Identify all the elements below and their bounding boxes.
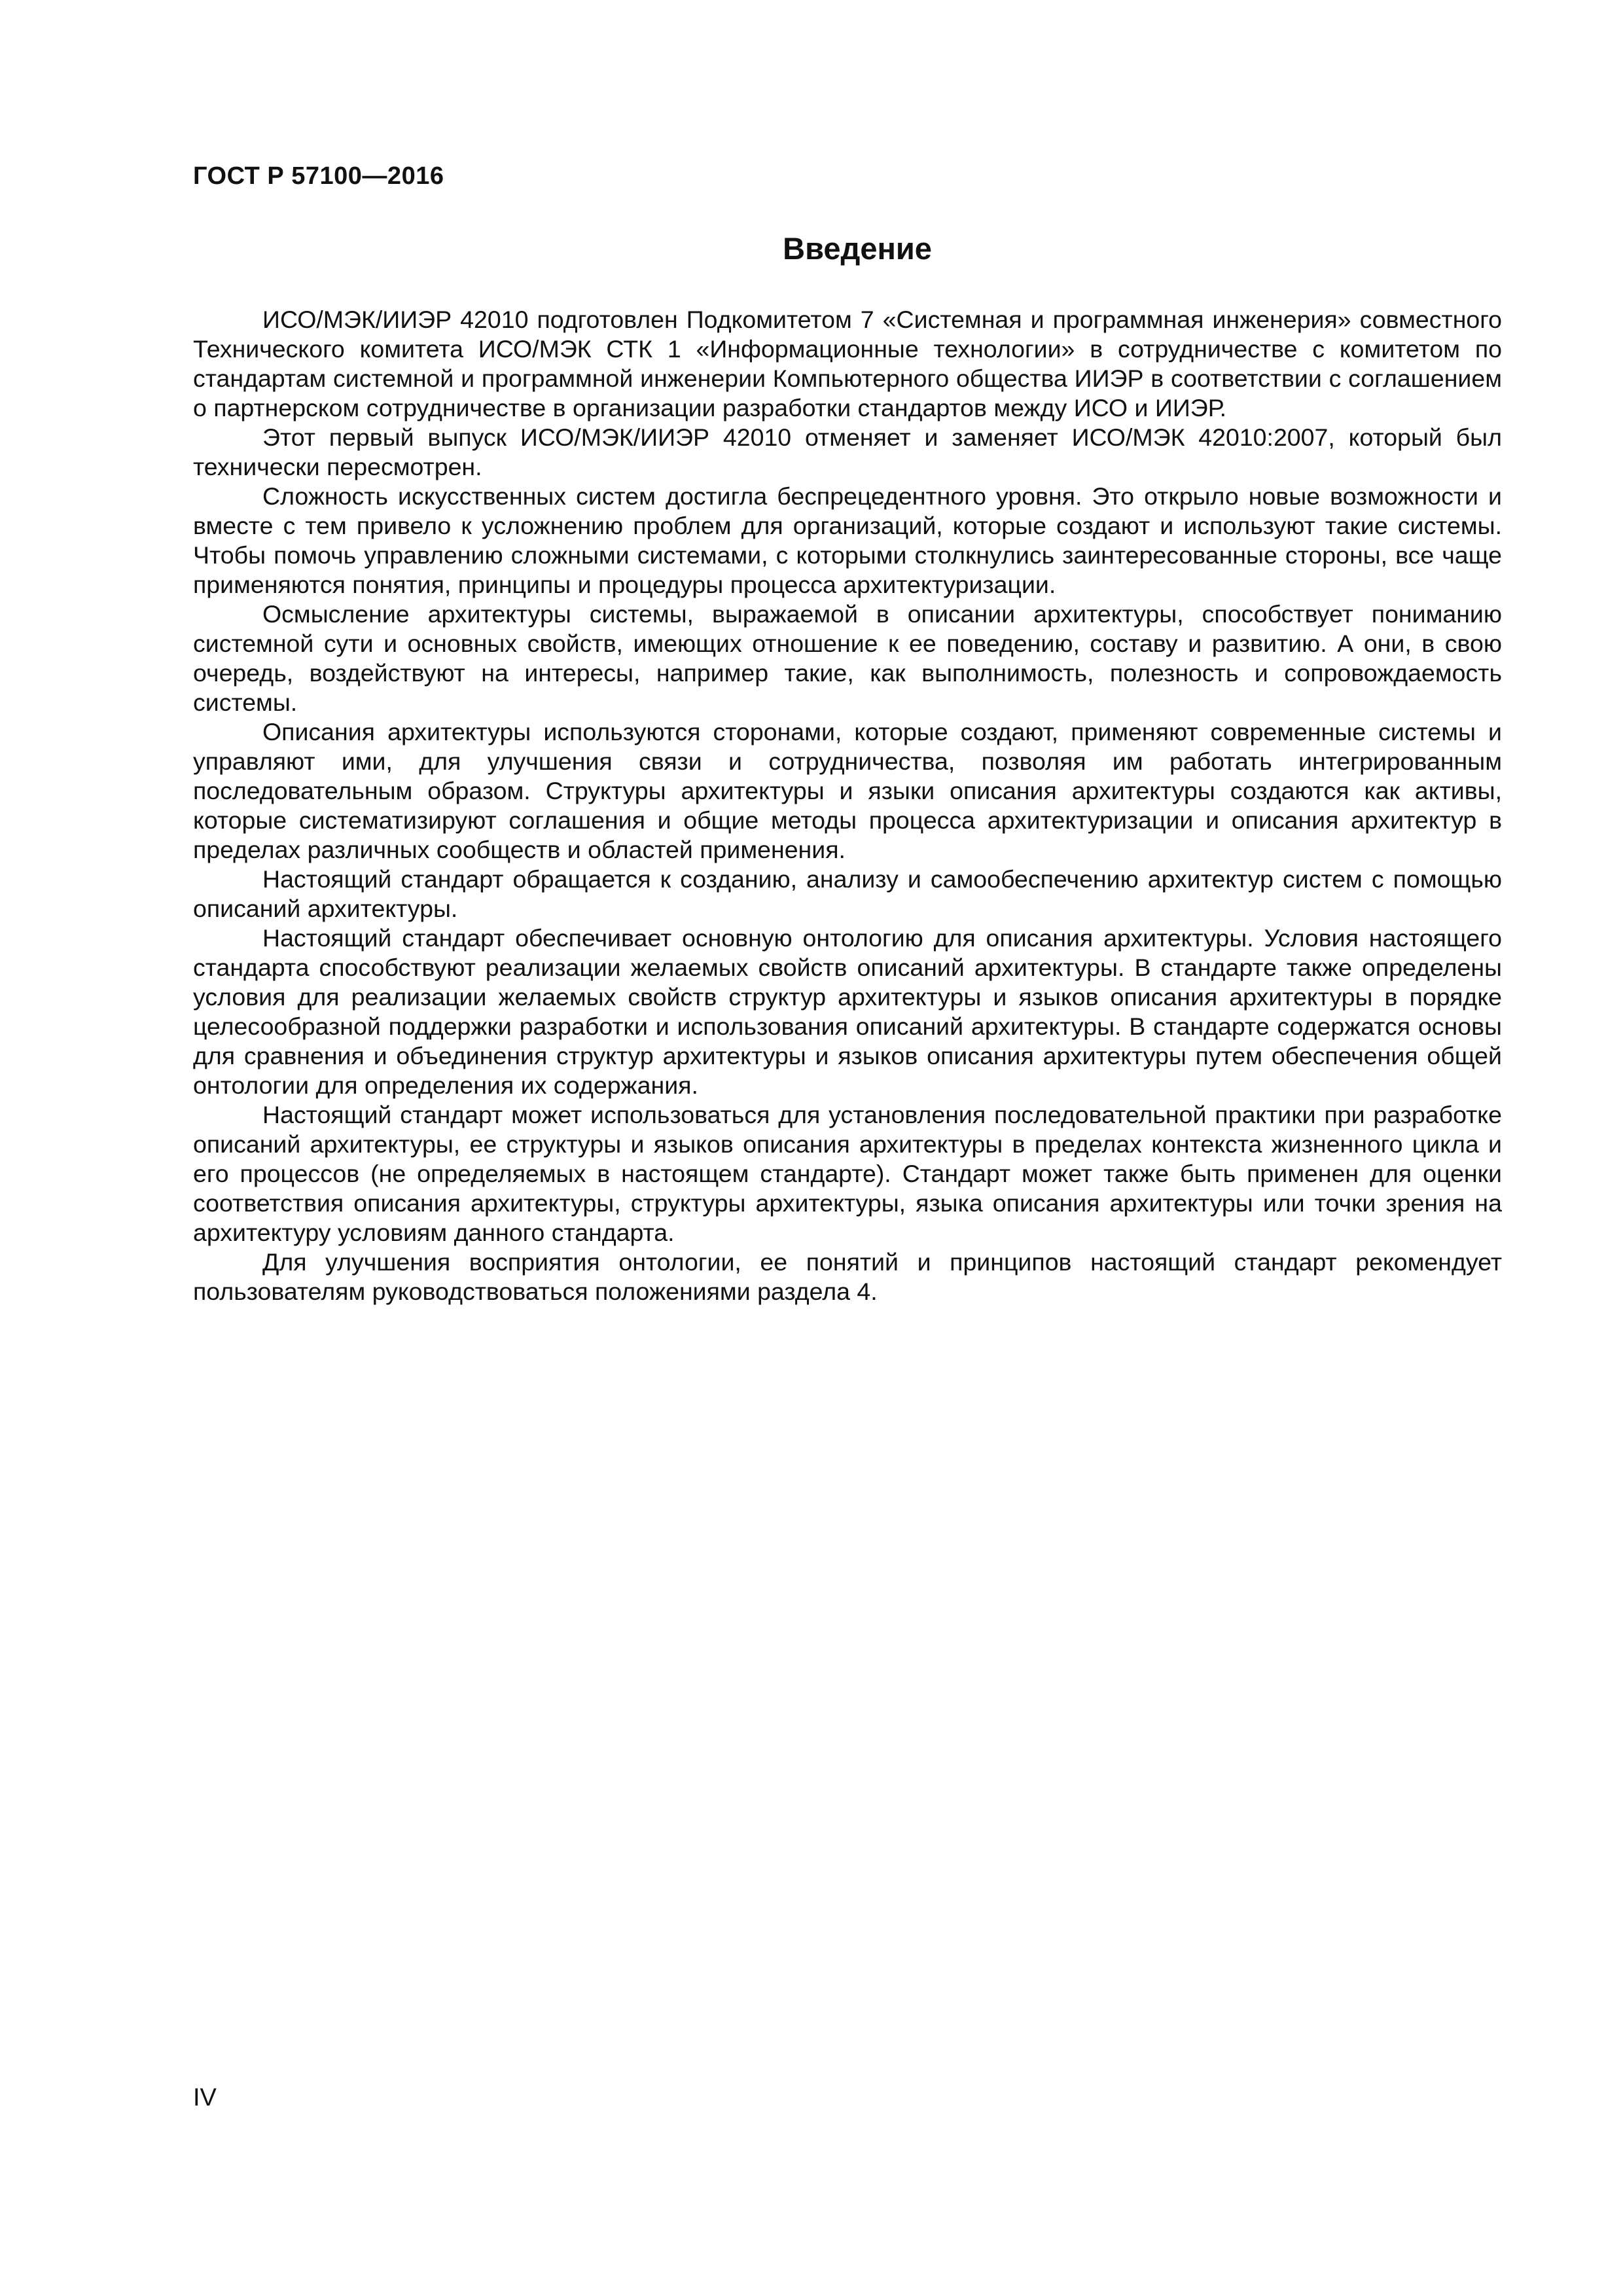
paragraph: Осмысление архитектуры системы, выражаемой в описании архитектуры, способствует пониманию системной сути и основных свойств, имеющих отношение к ее поведению, составу и развитию. А они, в свою очередь, воздействуют на интересы, например такие, как выполнимость, полезность и сопровождаемость системы. bbox=[193, 600, 1502, 716]
paragraph: Для улучшения восприятия онтологии, ее понятий и принципов настоящий стандарт рекомендует пользователям руководствоваться положениями раздела 4. bbox=[193, 1248, 1502, 1305]
paragraph: Описания архитектуры используются сторонами, которые создают, применяют современные системы и управляют ими, для улучшения связи и сотрудничества, позволяя им работать интегрированным последовательным образом. Структуры архитектуры и языки описания архитектуры создаются как активы, которые систематизируют соглашения и общие методы процесса архитектуризации и описания архитектур в пределах различных сообществ и областей применения. bbox=[193, 718, 1502, 863]
paragraph: Этот первый выпуск ИСО/МЭК/ИИЭР 42010 отменяет и заменяет ИСО/МЭК 42010:2007, который был технически пересмотрен. bbox=[193, 423, 1502, 480]
page-number: IV bbox=[193, 2084, 217, 2111]
paragraph: Сложность искусственных систем достигла беспрецедентного уровня. Это открыло новые возможности и вместе с тем привело к усложнению проблем для организаций, которые создают и используют такие системы. Чтобы помочь управлению сложными системами, с которыми столкнулись заинтересованные стороны, все чаще применяются понятия, принципы и процедуры процесса архитектуризации. bbox=[193, 482, 1502, 598]
paragraph: Настоящий стандарт обеспечивает основную онтологию для описания архитектуры. Условия настоящего стандарта способствуют реализации желаемых свойств описаний архитектуры. В стандарте также определены условия для реализации желаемых свойств структур архитектуры и языков описания архитектуры в порядке целесообразной поддержки разработки и использования описаний архитектуры. В стандарте содержатся основы для сравнения и объединения структур архитектуры и языков описания архитектуры путем обеспечения общей онтологии для определения их содержания. bbox=[193, 924, 1502, 1099]
paragraph: Настоящий стандарт может использоваться для установления последовательной практики при разработке описаний архитектуры, ее структуры и языков описания архитектуры в пределах контекста жизненного цикла и его процессов (не определяемых в настоящем стандарте). Стандарт может также быть применен для оценки соответствия описания архитектуры, структуры архитектуры, языка описания архитектуры или точки зрения на архитектуру условиям данного стандарта. bbox=[193, 1101, 1502, 1246]
document-header: ГОСТ Р 57100—2016 bbox=[193, 162, 444, 190]
section-title: Введение bbox=[783, 231, 932, 266]
body-text bbox=[193, 305, 1502, 1306]
paragraph: Настоящий стандарт обращается к созданию, анализу и самообеспечению архитектур систем с помощью описаний архитектуры. bbox=[193, 865, 1502, 922]
paragraph: ИСО/МЭК/ИИЭР 42010 подготовлен Подкомитетом 7 «Системная и программная инженерия» совместного Технического комитета ИСО/МЭК СТК 1 «Информационные технологии» в сотрудничестве с комитетом по стандартам системной и программной инженерии Компьютерного общества ИИЭР в соответствии с соглашением о партнерском сотрудничестве в организации разработки стандартов между ИСО и ИИЭР. bbox=[193, 306, 1502, 422]
